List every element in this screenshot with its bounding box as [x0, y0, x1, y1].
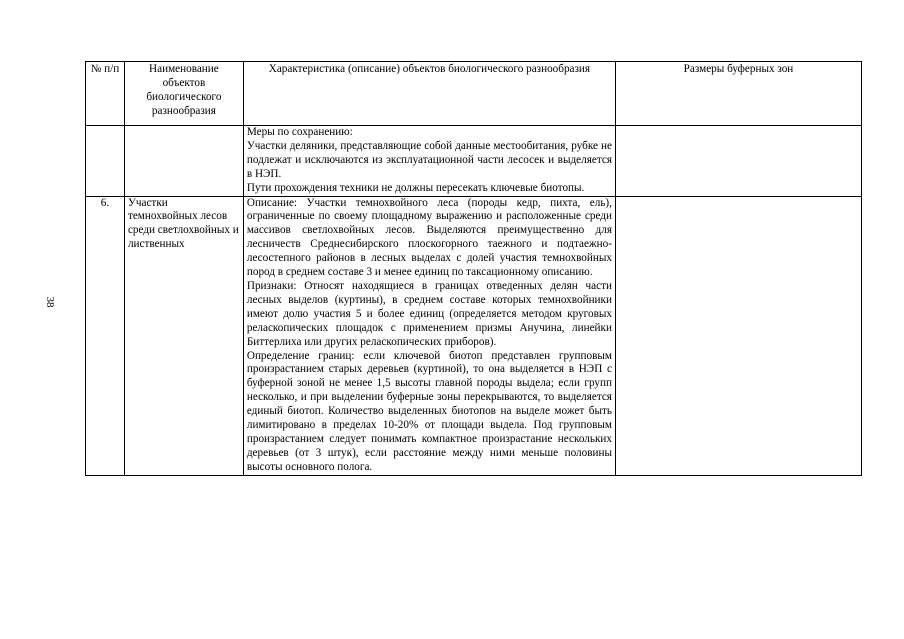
row-description — [243, 126, 615, 197]
signs-paragraph: Признаки: Относят находящиеся в границах отведенных делян части лесных выделов (куртины), в среднем составе которых темнохвойники имеют долю участия 5 и более единиц (определяется методом круговых реласкопических площадок с применением призмы Анучина, линейки Биттерлиха или других реласкопических приборов). — [246, 279, 612, 348]
description-paragraph: Описание: Участки темнохвойного леса (породы кедр, пихта, ель), ограниченные по своему площадному выражению и расположенные среди массивов светлохвойных лесов. Выделяются преимущественно для лесничеств Среднесибирского плоскогорного таежного и подтаежно-лесостепного районов в лесных выделах с долей участия темнохвойных пород в среднем составе 3 и менее единиц по таксационному описанию. — [246, 196, 612, 279]
row-buffer — [615, 196, 861, 475]
row-number — [86, 126, 125, 197]
header-number: № п/п — [86, 62, 125, 126]
header-description: Характеристика (описание) объектов биологического разнообразия — [243, 62, 615, 126]
biodiversity-table — [85, 61, 862, 476]
table-row — [86, 196, 862, 475]
page-number: 38 — [44, 296, 56, 308]
row-name: Участки темнохвойных лесов среди светлохвойных и лиственных — [124, 196, 243, 475]
table-header-row — [86, 62, 862, 126]
row-buffer — [615, 126, 861, 197]
boundaries-paragraph: Определение границ: если ключевой биотоп представлен групповым произрастанием старых деревьев (куртиной), то она выделяется в НЭП с буферной зоной не менее 1,5 высоты главной породы выдела; если групп несколько, и при выделении буферные зоны перекрываются, то выделяется единый биотоп. Количество выделенных биотопов на выделе может быть лимитировано в пределах 10-20% от площади выдела. Под групповым произрастанием следует понимать компактное произрастание нескольких деревьев (от 3 штук), если расстояние между ними меньше половины высоты основного полога. — [246, 349, 612, 473]
row-description — [243, 196, 615, 475]
header-buffer: Размеры буферных зон — [615, 62, 861, 126]
measures-paragraph: Участки деляники, представляющие собой данные местообитания, рубке не подлежат и исключаются из эксплуатационной части лесосек и выделяется в НЭП. — [246, 139, 612, 180]
measures-paragraph: Пути прохождения техники не должны пересекать ключевые биотопы. — [246, 181, 585, 194]
row-name — [124, 126, 243, 197]
measures-title: Меры по сохранению: — [246, 126, 353, 138]
row-number: 6. — [86, 196, 125, 475]
header-name: Наименование объектов биологического разнообразия — [124, 62, 243, 126]
table-row — [86, 126, 862, 197]
